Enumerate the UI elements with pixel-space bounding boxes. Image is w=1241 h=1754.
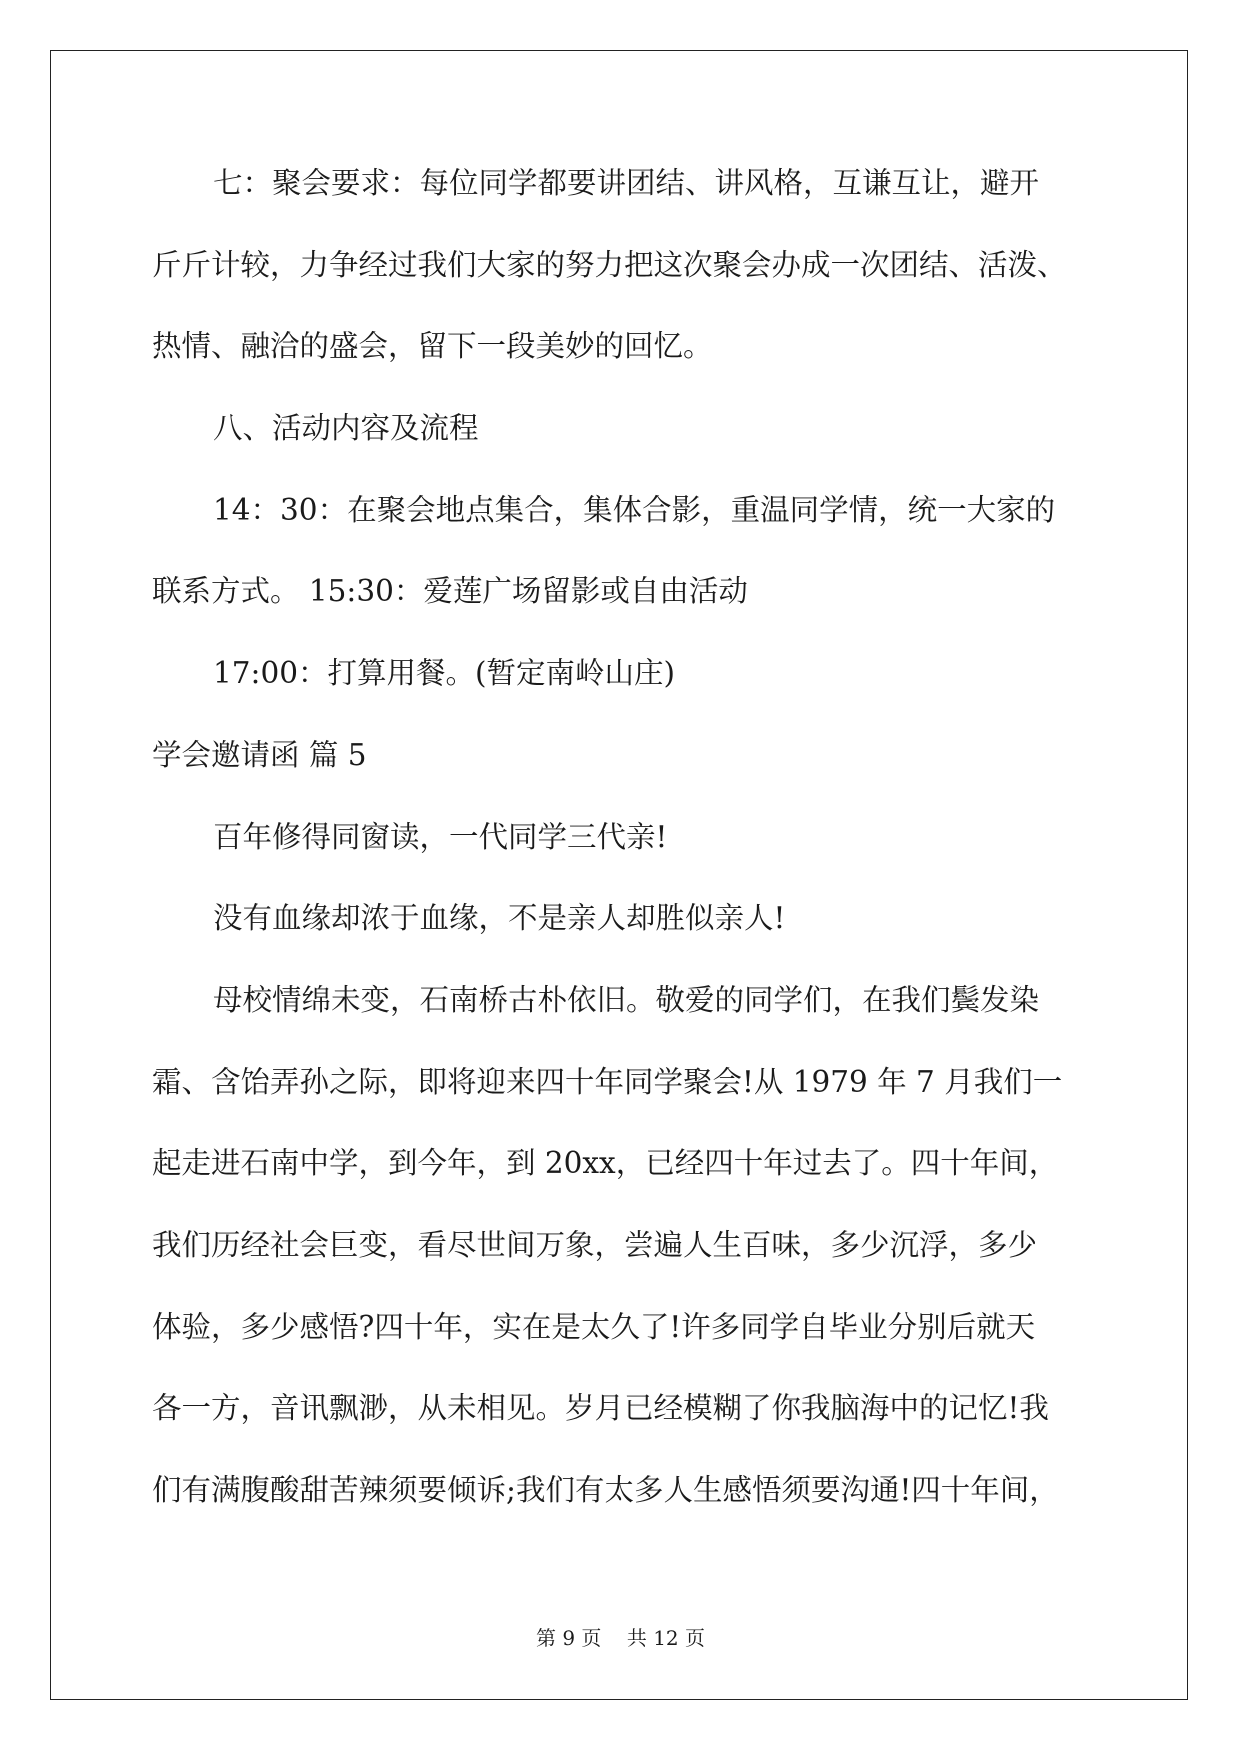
text-line: 体验，多少感悟?四十年，实在是太久了!许多同学自毕业分别后就天 — [152, 1309, 1036, 1344]
document-body — [152, 163, 1102, 1552]
text-line: 14：30：在聚会地点集合，集体合影，重温同学情，统一大家的 — [213, 492, 1056, 527]
text-line: 霜、含饴弄孙之际，即将迎来四十年同学聚会!从 1979 年 7 月我们一 — [152, 1064, 1063, 1099]
text-line: 百年修得同窗读，一代同学三代亲! — [213, 819, 668, 854]
text-line: 我们历经社会巨变，看尽世间万象，尝遍人生百味，多少沉浮，多少 — [152, 1227, 1038, 1262]
text-line: 起走进石南中学，到今年，到 20xx，已经四十年过去了。四十年间， — [152, 1146, 1059, 1181]
text-line: 斤斤计较，力争经过我们大家的努力把这次聚会办成一次团结、活泼、 — [152, 247, 1067, 282]
text-line: 17:00：打算用餐。(暂定南岭山庄) — [213, 656, 676, 691]
text-line: 联系方式。 15:30：爱莲广场留影或自由活动 — [152, 574, 748, 609]
text-line: 八、活动内容及流程 — [213, 411, 479, 446]
page-number-footer: 第 9 页 共 12 页 — [535, 1626, 706, 1650]
text-line: 热情、融洽的盛会，留下一段美妙的回忆。 — [152, 329, 713, 364]
text-line: 七：聚会要求：每位同学都要讲团结、讲风格，互谦互让，避开 — [213, 166, 1040, 200]
text-line: 各一方，音讯飘渺，从未相见。岁月已经模糊了你我脑海中的记忆!我 — [152, 1391, 1049, 1426]
text-line: 学会邀请函 篇 5 — [152, 737, 367, 772]
text-line: 母校情绵未变，石南桥古朴依旧。敬爱的同学们，在我们鬓发染 — [213, 982, 1040, 1017]
text-line: 们有满腹酸甜苦辣须要倾诉;我们有太多人生感悟须要沟通!四十年间， — [152, 1473, 1059, 1507]
text-line: 没有血缘却浓于血缘，不是亲人却胜似亲人! — [213, 901, 786, 936]
